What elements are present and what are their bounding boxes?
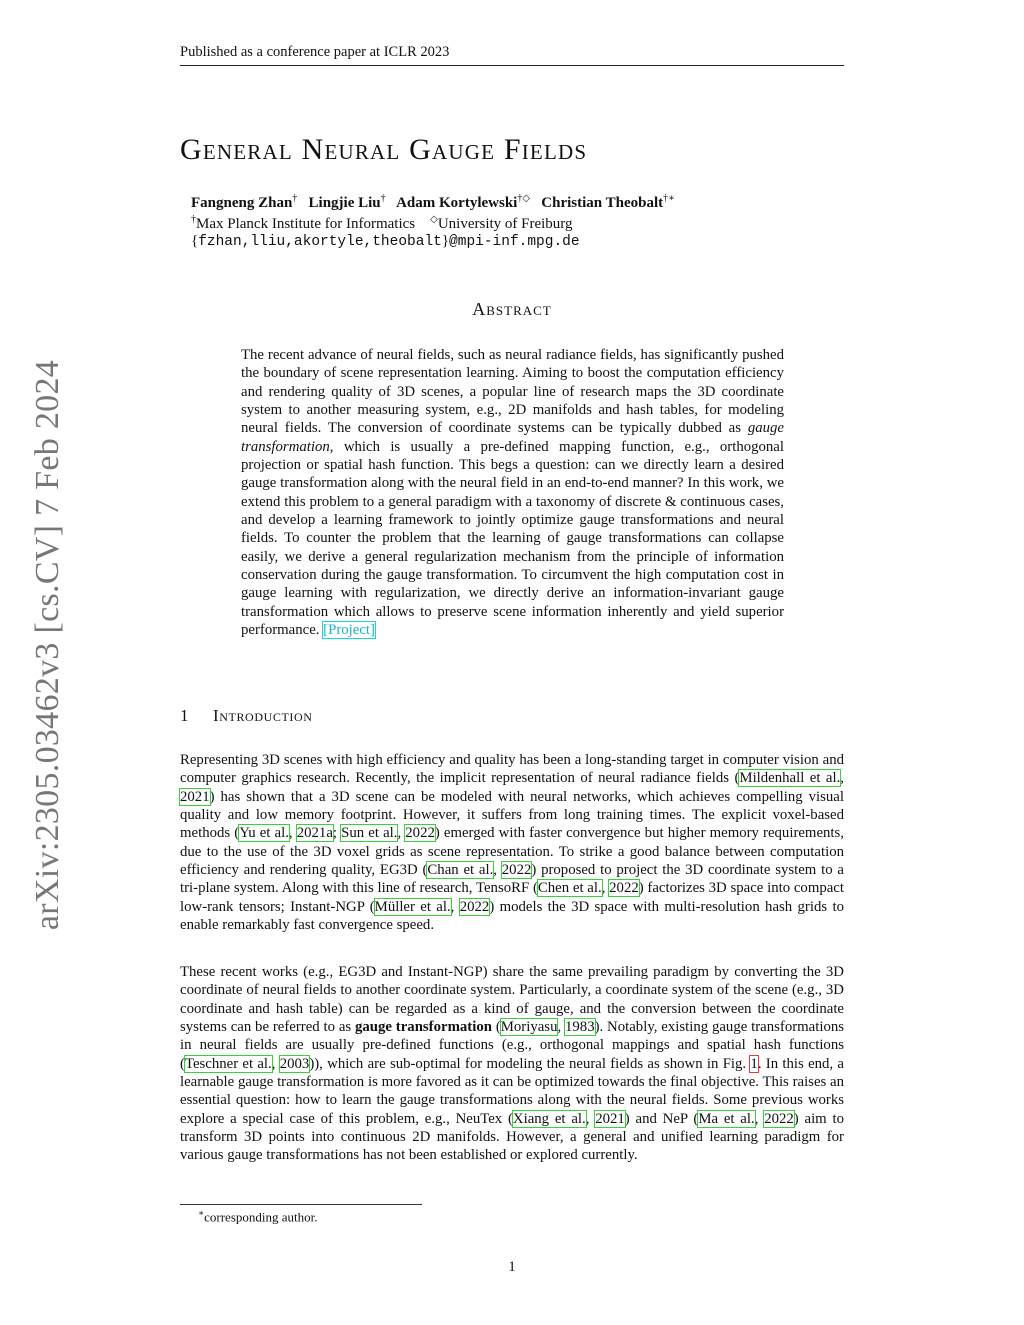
arxiv-identifier[interactable]: arXiv:2305.03462v3 [cs.CV] 7 Feb 2024 bbox=[29, 359, 66, 931]
author-mark: † bbox=[292, 193, 298, 204]
affiliations bbox=[191, 214, 573, 233]
email-brace-open: { bbox=[191, 233, 199, 249]
page-number: 1 bbox=[508, 1259, 516, 1275]
citation-link[interactable]: Sun et al. bbox=[341, 825, 398, 842]
body-text: ) aim to transform 3D points into continuous 2D manifolds. However, a general and unified learning paradigm for various gauge transformations has not been established or explored currently. bbox=[180, 1110, 844, 1164]
citation-link[interactable]: Xiang et al. bbox=[512, 1110, 586, 1127]
bold-term: gauge transformation bbox=[354, 1019, 492, 1036]
citation-separator: , bbox=[840, 770, 844, 787]
body-text: ) proposed to project the 3D coordinate system to a tri-plane system. Along with this line of research, TensoRF ( bbox=[180, 862, 844, 897]
citation-link[interactable]: Teschner et al. bbox=[184, 1055, 272, 1072]
footnote-mark: ∗ bbox=[198, 1208, 205, 1218]
footnote-text: corresponding author. bbox=[204, 1209, 318, 1225]
body-text: ) models the 3D space with multi-resolution hash grids to enable remarkably fast convergence speed. bbox=[180, 898, 844, 934]
citation-separator: , bbox=[288, 825, 297, 842]
body-text: Representing 3D scenes with high efficiency and quality has been a long-standing target in computer vision and computer graphics research. Recently, the implicit representation of neural radiance fields ( bbox=[180, 752, 844, 787]
citation-link[interactable]: 2021a bbox=[296, 825, 333, 842]
figure-reference-link[interactable]: 1 bbox=[750, 1055, 758, 1072]
citation-link[interactable]: Yu et al. bbox=[239, 825, 289, 842]
citation-link[interactable]: 2022 bbox=[501, 862, 532, 879]
citation-link[interactable]: 2022 bbox=[405, 825, 435, 842]
section-heading bbox=[180, 706, 313, 726]
body-text: ). Notably, existing gauge transformations in neural fields are usually pre-defined functions (e.g., orthogonal mappings and spatial hash functions ( bbox=[180, 1019, 845, 1072]
body-text: )), which are sub-optimal for modeling the neural fields as shown in Fig. bbox=[309, 1055, 751, 1072]
citation-link[interactable]: 2021 bbox=[180, 788, 210, 805]
section-number: 1 bbox=[180, 706, 190, 725]
citation-separator: , bbox=[271, 1055, 280, 1072]
author-emails bbox=[191, 233, 580, 250]
author-list bbox=[191, 193, 675, 212]
citation-link[interactable]: Ma et al. bbox=[698, 1110, 755, 1127]
body-text: ) factorizes 3D space into compact low-rank tensors; Instant-NGP ( bbox=[180, 880, 844, 915]
author-mark: † bbox=[380, 193, 386, 204]
citation-link[interactable]: 2021 bbox=[595, 1110, 625, 1127]
citation-separator: , bbox=[585, 1110, 596, 1127]
affiliation-mark: † bbox=[191, 214, 196, 225]
email-users: fzhan,lliu,akortyle,theobalt bbox=[198, 234, 442, 250]
citation-separator: , bbox=[397, 825, 406, 842]
citation-separator: , bbox=[450, 898, 460, 915]
affiliation-mark: ◇ bbox=[430, 214, 438, 225]
footnote-divider bbox=[180, 1204, 422, 1205]
abstract-heading: Abstract bbox=[472, 299, 552, 319]
citation-link[interactable]: 2022 bbox=[609, 880, 639, 897]
body-text: ) and NeP ( bbox=[624, 1110, 699, 1127]
body-text: ) emerged with faster convergence but higher memory requirements, due to the use of the 3D voxel grids as scene representation. To strike a good balance between computation efficiency and rendering quality, EG3D ( bbox=[180, 825, 844, 879]
citation-separator: , bbox=[557, 1019, 565, 1036]
author-mark: †∗ bbox=[663, 193, 675, 204]
citation-separator: , bbox=[601, 880, 610, 897]
citation-link[interactable]: Chen et al. bbox=[537, 880, 602, 897]
section-title: Introduction bbox=[213, 706, 313, 725]
body-text: These recent works (e.g., EG3D and Instant-NGP) share the same prevailing paradigm by converting the 3D coordinate of neural fields to another coordinate system. Particularly, a coordinate system of the scene (e.g., 3D coordinate and hash table) can be regarded as a kind of gauge, and the conversion between the coordinate systems can be referred to as bbox=[180, 964, 844, 1036]
citation-link[interactable]: Müller et al. bbox=[374, 898, 451, 915]
project-link[interactable]: [Project] bbox=[323, 622, 375, 639]
citation-link[interactable]: 2022 bbox=[764, 1110, 794, 1127]
abstract-text: , which is usually a pre-defined mapping function, e.g., orthogonal projection or spatial hash function. This begs a question: can we directly learn a desired gauge transformation along with the neural field in an end-to-end manner? In this work, we extend this problem to a general paradigm with a taxonomy of discrete & continuous cases, and develop a learning framework to jointly optimize gauge transformations and neural fields. To counter the problem that the learning of gauge transformations can collapse easily, we derive a general regularization mechanism from the principle of information conservation during the gauge transformation. To circumvent the high computation cost in gauge learning with regularization, we directly derive an information-invariant gauge transformation which allows to preserve scene information inherently and yield superior performance. bbox=[241, 438, 784, 639]
intro-paragraph-2 bbox=[180, 963, 844, 1165]
body-text: ) has shown that a 3D scene can be modeled with neural networks, which achieves compelling visual quality and low memory footprint. However, it suffers from long training times. The explicit voxel-based methods ( bbox=[180, 788, 844, 842]
citation-link[interactable]: Chan et al. bbox=[427, 862, 494, 879]
intro-paragraph-1 bbox=[180, 751, 844, 934]
citation-separator: , bbox=[493, 862, 502, 879]
abstract-emphasis: gauge transformation bbox=[241, 420, 784, 455]
author-name: Christian Theobalt bbox=[541, 195, 664, 211]
abstract-body bbox=[241, 346, 784, 640]
citation-link[interactable]: Mildenhall et al. bbox=[739, 770, 841, 787]
citation-separator: , bbox=[754, 1110, 765, 1127]
citation-separator: ; bbox=[332, 825, 342, 842]
footnote bbox=[198, 1208, 318, 1225]
affiliation-name: University of Freiburg bbox=[437, 216, 573, 232]
paper-title: General Neural Gauge Fields bbox=[180, 133, 588, 166]
author-name: Fangneng Zhan bbox=[191, 195, 293, 211]
email-domain: @mpi-inf.mpg.de bbox=[449, 234, 580, 250]
author-mark: †◇ bbox=[517, 193, 531, 204]
body-text: . In this end, a learnable gauge transformation is more favored as it can be optimized towards the final objective. This raises an essential question: how to learn the gauge transformations along with the neural fields. Some previous works explore a special case of this problem, e.g., NeuTex ( bbox=[180, 1055, 844, 1127]
affiliation-name: Max Planck Institute for Informatics bbox=[196, 216, 416, 232]
author-name: Adam Kortylewski bbox=[396, 195, 518, 211]
citation-link[interactable]: 2022 bbox=[459, 898, 490, 915]
running-header: Published as a conference paper at ICLR 2023 bbox=[180, 44, 844, 66]
citation-link[interactable]: Moriyasu bbox=[500, 1019, 558, 1036]
citation-link[interactable]: 2003 bbox=[279, 1055, 310, 1072]
citation-link[interactable]: 1983 bbox=[565, 1019, 595, 1036]
abstract-text: The recent advance of neural fields, such as neural radiance fields, has significantly pushed the boundary of scene representation learning. Aiming to boost the computation efficiency and rendering quality of 3D scenes, a popular line of research maps the 3D coordinate system to another measuring system, e.g., 2D manifolds and hash tables, for modeling neural fields. The conversion of coordinate systems can be typically dubbed as bbox=[241, 347, 784, 437]
email-brace-close: } bbox=[441, 233, 450, 249]
author-name: Lingjie Liu bbox=[308, 195, 381, 211]
body-text: ( bbox=[491, 1019, 501, 1036]
